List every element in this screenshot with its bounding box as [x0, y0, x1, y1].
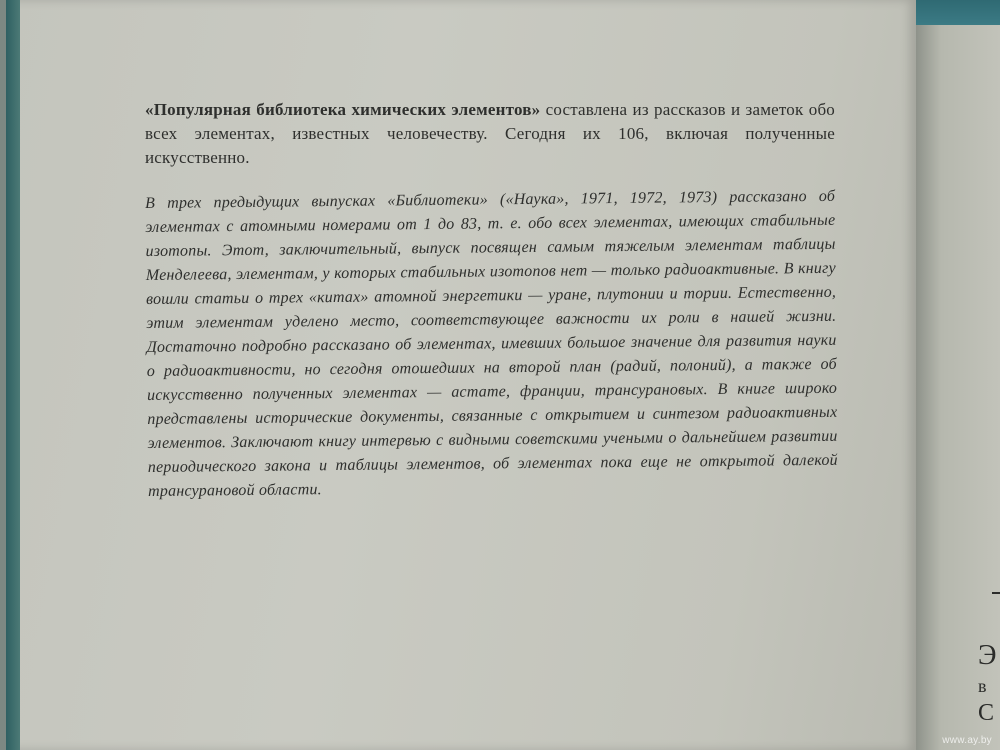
- summary-paragraph: В трех предыдущих выпусках «Библиотеки» («Наука», 1971, 1972, 1973) рассказано об элементах с атомными номерами от 1 до 83, т. е. обо всех элементах, имеющих стабильные изотопы. Этот, заключительный, выпуск посвящен самым тяжелым элементам таблицы Менделеева, элементам, у которых стабильных изотопов нет — только радиоактивные. В книгу вошли статьи о трех «китах» атомной энергетики — уране, плутонии и тории. Естественно, этим элементам уделено место, соответствующее важности их роли в нашей жизни. Достаточно подробно рассказано об элементах, имевших большое значение для развития науки о радиоактивности, но сегодня отошедших на второй план (радий, полоний), а также об искусственно полученных элементах — астате, франции, трансурановых. В книге широко представлены исторические документы, связанные с открытием и синтезом радиоактивных элементов. Заключают книгу интервью с видными советскими учеными о дальнейшем развитии периодического закона и таблицы элементов, об элементах пока еще не открытой далекой трансурановой области.: [145, 187, 838, 500]
- intro-paragraph: [145, 98, 835, 170]
- next-page-letter: Э: [978, 640, 997, 671]
- annotation-text: [145, 98, 838, 504]
- intro-text: составлена из рассказов и заметок обо всех элементах, известных человечеству. Сегодня их 106, включая полученные искусственно.: [145, 100, 835, 167]
- book-spine: [6, 0, 20, 750]
- series-title: «Популярная библиотека химических элементов»: [145, 100, 541, 119]
- next-page-letter: в: [978, 676, 987, 696]
- next-page-dash: [992, 592, 1000, 594]
- next-page-letter: С: [978, 700, 995, 726]
- watermark: www.ay.by: [942, 735, 992, 746]
